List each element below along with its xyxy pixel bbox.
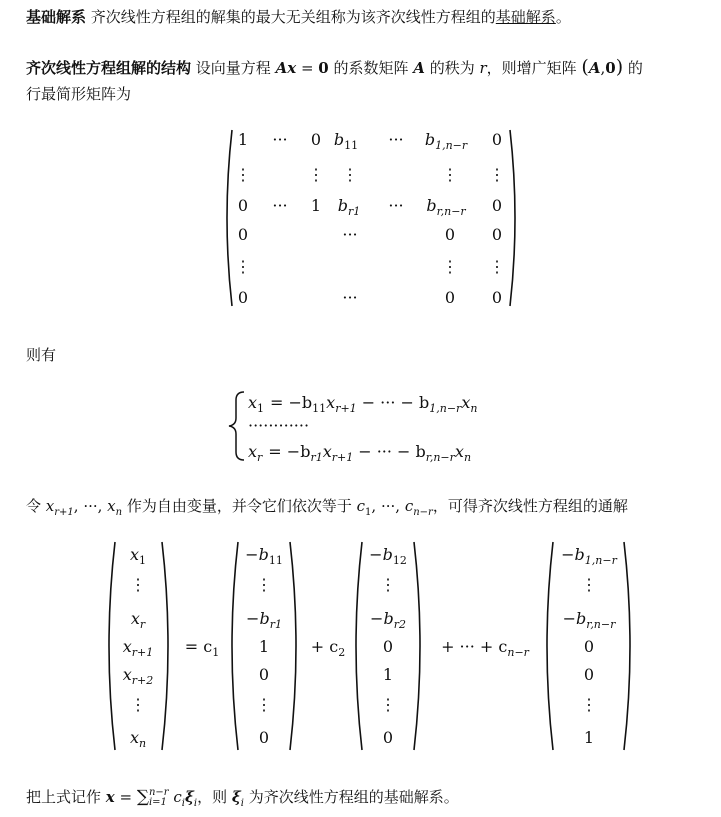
sum-bot: i=1 [148,796,167,808]
v1-left-paren [232,542,238,750]
m-r1-c1: 1 [237,130,249,149]
v3-entry-6: ⋮ [581,695,597,714]
math-A2: A [413,59,425,77]
equation-dots-row: ············ [248,416,310,435]
vx-left-paren [109,542,115,750]
then-have [26,342,706,368]
structure-text-3: 的秩为 [424,59,480,77]
v3-entry-1: $-b_{1,n-r}$ [561,545,617,567]
math-xi-2: ξ [231,788,241,806]
matrix-right-bracket [510,130,515,306]
v1-right-paren [290,542,296,750]
vx-right-paren [162,542,168,750]
m-r3-c5: ··· [388,196,404,215]
m-r1-c6: $b_{1,n-r}$ [424,130,468,152]
equations-brace [229,392,244,460]
basis-link[interactable]: 基础解系 [495,8,556,26]
m-r5-c6: ⋮ [442,257,458,276]
basis-end: 。 [555,8,571,26]
m-r5-c7: ⋮ [489,257,505,276]
plus-dots-cnr: + ··· + $c_{n-r}$ [441,637,529,659]
v2-entry-2: ⋮ [380,575,396,594]
m-r2-c1: ⋮ [235,165,251,184]
math-zero2: 0 [605,59,616,77]
term-structure: 齐次线性方程组解的结构 [26,59,192,77]
sum-sign: ∑ [136,787,149,807]
v1-entry-2: ⋮ [256,575,272,594]
vx-entry-5: $x_{r+2}$ [122,665,154,687]
equation-1: $x_1 = -b_{11}x_{r+1}$ − ··· − $b_{1,n-r}x_n$ [248,393,478,415]
v3-entry-2: ⋮ [581,575,597,594]
v1-entry-5: 0 [258,665,270,684]
v1-entry-1: $-b_{11}$ [245,545,283,567]
math-zero: 0 [318,59,329,77]
math-comma: , [600,59,606,77]
v2-entry-3: $-b_{r2}$ [370,609,406,631]
v2-entry-1: $-b_{12}$ [369,545,407,567]
m-r4-c7: 0 [491,225,503,244]
structure-line-2: 行最简形矩阵为 [26,85,132,103]
structure-text-4: ，则增广矩阵 [486,59,582,77]
vx-entry-2: ⋮ [130,575,146,594]
v1-entry-6: ⋮ [256,695,272,714]
vx-entry-3: $x_r$ [130,609,146,631]
m-r4-c4: ··· [342,225,358,244]
eq-c1: = $c_1$ [184,637,220,659]
structure-text-2: 的系数矩阵 [328,59,414,77]
math-c1: c [356,497,366,515]
math-xn: $x_n$ [107,497,123,518]
vector-x [123,545,154,750]
let-end: ，可得齐次线性方程组的通解 [432,497,628,515]
then-have-text: 则有 [26,346,57,364]
m-r1-c5: ··· [388,130,404,149]
summary-mid: ，则 [197,788,232,806]
m-r3-c1: 0 [237,196,249,215]
m-r5-c1: ⋮ [235,257,251,276]
math-x-bold: x [105,788,115,806]
vector-xi-nr [561,545,617,747]
math-eq: = [300,59,314,77]
general-solution [109,542,630,750]
v3-right-paren [624,542,630,750]
m-r2-c7: ⋮ [489,165,505,184]
paragraph-summary: 把上式记作 x = ∑ n−r i=1 $c_i\xi_i$，则 $\xi_i$ 为齐次线性方程组的基础解系。 [26,786,459,809]
m-r3-c2: ··· [272,196,288,215]
let-lead: 令 [26,497,46,515]
vx-entry-7: $x_n$ [129,728,147,750]
m-r2-c3: ⋮ [308,165,324,184]
sum-top: n−r [148,786,169,798]
math-A3: A [588,59,601,77]
v2-entry-4: 0 [382,637,394,656]
v3-left-paren [547,542,553,750]
v2-entry-5: 1 [382,665,394,684]
m-r3-c7: 0 [491,196,503,215]
vector-xi-1 [245,545,283,747]
m-r6-c6: 0 [444,288,456,307]
v2-right-paren [414,542,420,750]
augmented-paren-close: ) [615,56,624,78]
m-r3-c6: $b_{r,n-r}$ [426,196,466,218]
structure-text-1: 设向量方程 [191,59,276,77]
m-r6-c7: 0 [491,288,503,307]
math-x: x [287,59,297,77]
summary-end: 为齐次线性方程组的基础解系。 [243,788,459,806]
let-mid: 作为自由变量，并令它们依次等于 [122,497,357,515]
v2-entry-6: ⋮ [380,695,396,714]
m-r1-c2: ··· [272,130,288,149]
m-r6-c4: ··· [342,288,358,307]
m-r2-c6: ⋮ [442,165,458,184]
math-xi: ξ [184,788,194,806]
structure-text-5: 的 [623,59,643,77]
v3-entry-7: 1 [583,728,595,747]
m-r2-c4: ⋮ [342,165,358,184]
v3-entry-4: 0 [583,637,595,656]
basis-text: 齐次线性方程组的解集的最大无关组称为该齐次线性方程组的 [86,8,496,26]
v1-entry-7: 0 [258,728,270,747]
math-xr1: $x_{r+1}$ [45,497,74,518]
m-r3-c3: 1 [310,196,322,215]
vx-entry-4: $x_{r+1}$ [122,637,154,659]
v3-entry-5: 0 [583,665,595,684]
math-r: r [479,59,487,77]
summary-lead: 把上式记作 [26,788,106,806]
term-basis: 基础解系 [26,8,87,26]
v2-left-paren [356,542,362,750]
math-A: A [275,59,288,77]
v3-entry-3: $-b_{r,n-r}$ [562,609,616,631]
m-r4-c6: 0 [444,225,456,244]
m-r1-c3: 0 [310,130,322,149]
plus-c2: + $c_2$ [310,637,346,659]
v1-entry-4: 1 [258,637,270,656]
m-r1-c4: $b_{11}$ [333,130,359,152]
v2-entry-7: 0 [382,728,394,747]
paragraph-free-variables: 令 $x_{r+1}$, ···, $x_n$ 作为自由变量，并令它们依次等于 $c_1$, ···, $c_{n-r}$，可得齐次线性方程组的通解 [26,497,628,518]
augmented-paren: ( [581,56,589,78]
m-r4-c1: 0 [237,225,249,244]
m-r1-c7: 0 [491,130,503,149]
m-r6-c1: 0 [237,288,249,307]
equation-r: $x_r = -b_{r1}x_{r+1}$ − ··· − $b_{r,n-r}x_n$ [248,442,472,464]
vx-entry-6: ⋮ [130,695,146,714]
v1-entry-3: $-b_{r1}$ [246,609,282,631]
vx-entry-1: $x_1$ [129,545,147,567]
matrix-left-bracket [227,130,232,306]
math-cnr: $c_{n-r}$ [404,497,433,518]
vector-xi-2 [369,545,407,747]
m-r3-c4: $b_{r1}$ [337,196,361,218]
